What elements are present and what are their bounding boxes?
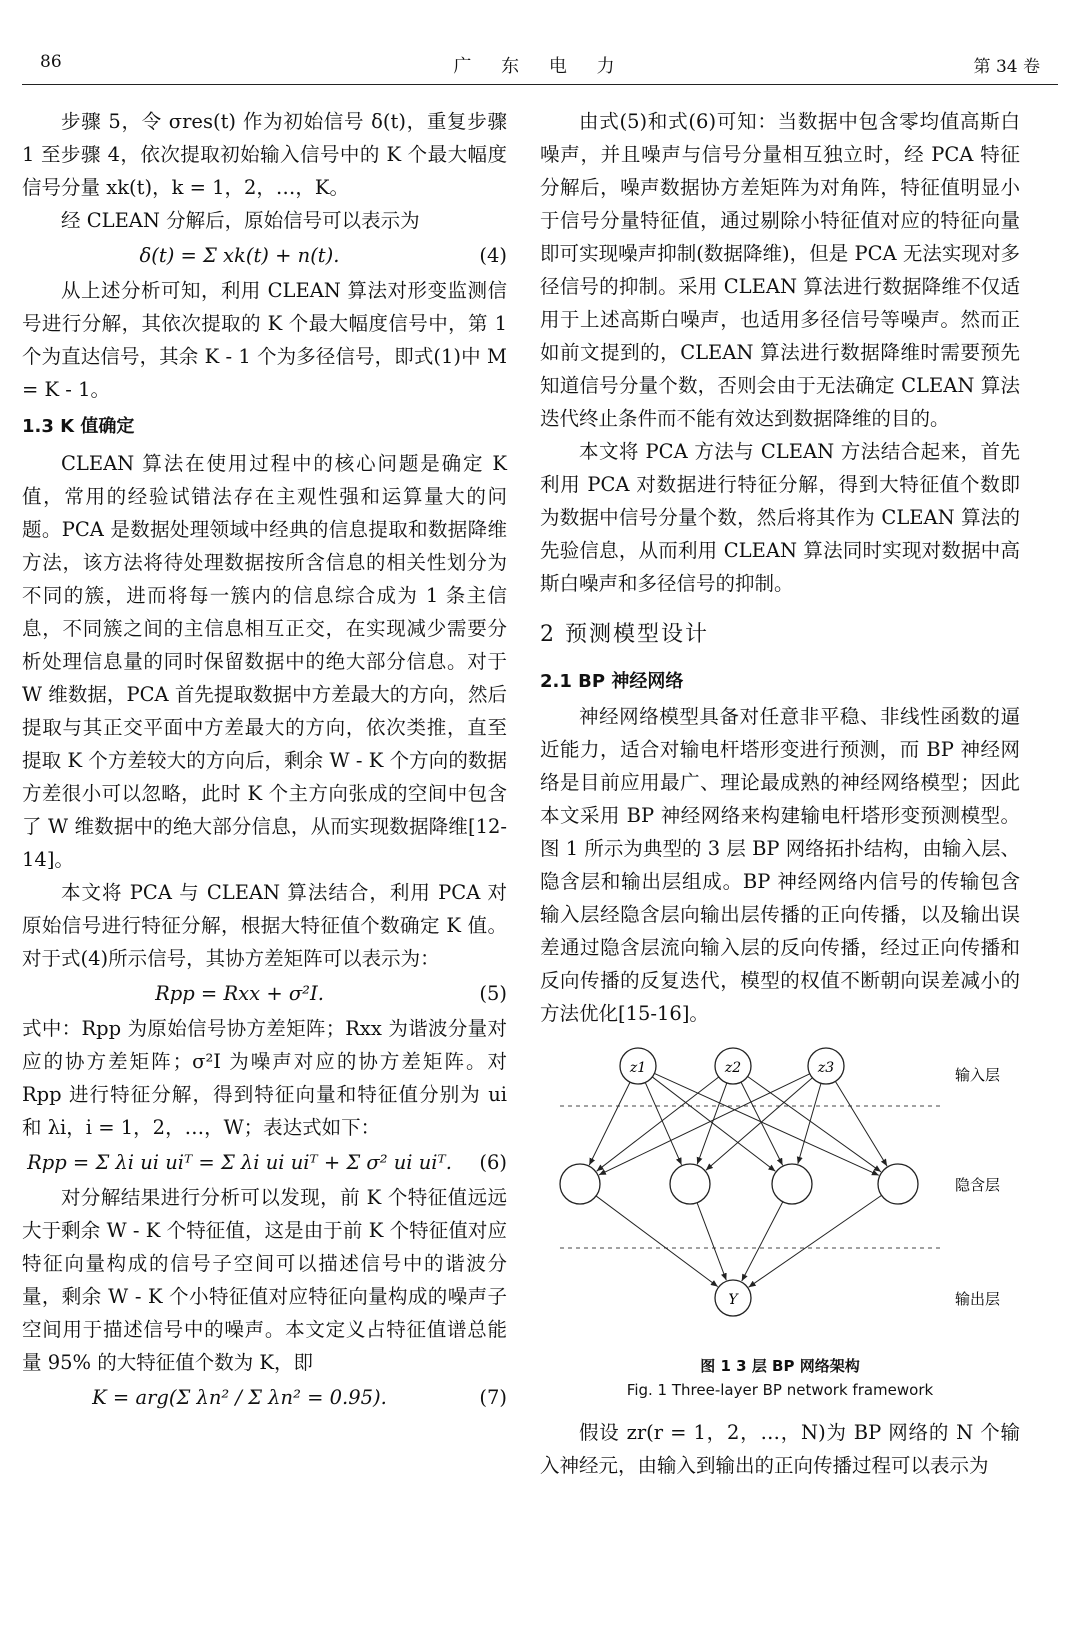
hidden-node xyxy=(670,1164,710,1204)
hidden-node xyxy=(772,1164,812,1204)
section-heading: 2 预测模型设计 xyxy=(540,622,709,647)
input-node xyxy=(620,1048,656,1084)
svg-text:z3: z3 xyxy=(817,1060,835,1076)
input-node xyxy=(715,1048,751,1084)
equation-number: (5) xyxy=(479,982,507,1005)
network-diagram xyxy=(540,1044,1020,1344)
equation-body: Rpp = Rxx + σ²I. xyxy=(155,982,324,1005)
connection-edge xyxy=(599,1074,810,1175)
paragraph: 式中：Rpp 为原始信号协方差矩阵；Rxx 为谐波分量对应的协方差矩阵；σ²I 为噪声对应的协方差矩阵。对 Rpp 进行特征分解，得到特征向量和特征值分别为 ui 和 λi，i = 1，2，…，W；表达式如下： xyxy=(22,1017,507,1139)
layer-label-hidden: 隐含层 xyxy=(955,1176,1001,1194)
svg-text:z2: z2 xyxy=(724,1060,742,1076)
paragraph: 神经网络模型具备对任意非平稳、非线性函数的逼近能力，适合对输电杆塔形变进行预测，而 BP 神经网络是目前应用最广、理论最成熟的神经网络模型；因此本文采用 BP 神经网络来构建输电杆塔形变预测模型。图 1 所示为典型的 3 层 BP 网络拓扑结构，由输入层、隐含层和输出层组成。BP 神经网络内信号的传输包含输入层经隐含层向输出层传播的正向传播，以及输出误差通过隐含层流向输入层的反向传播，经过正向传播和反向传播的反复迭代，模型的权值不断朝向误差减小的方法优化[15-16]。 xyxy=(540,705,1020,1025)
paragraph: 假设 zr(r = 1，2，…，N)为 BP 网络的 N 个输入神经元，由输入到输出的正向传播过程可以表示为 xyxy=(540,1421,1020,1477)
left-column xyxy=(22,105,507,1416)
equation-7 xyxy=(22,1381,507,1414)
equation-number: (4) xyxy=(479,244,507,267)
page-number: 86 xyxy=(40,52,62,72)
section-heading: 1.3 K 值确定 xyxy=(22,416,135,437)
volume-label: 第 34 卷 xyxy=(973,57,1040,77)
equation-4 xyxy=(22,239,507,272)
hidden-node xyxy=(560,1164,600,1204)
svg-text:z1: z1 xyxy=(629,1060,647,1076)
subsection-heading: 2.1 BP 神经网络 xyxy=(540,671,684,692)
figure-caption-en: Fig. 1 Three-layer BP network framework xyxy=(626,1381,934,1399)
connection-edge xyxy=(597,1077,719,1171)
connection-edge xyxy=(654,1073,878,1175)
right-column xyxy=(540,105,1020,1482)
paragraph: CLEAN 算法在使用过程中的核心问题是确定 K 值，常用的经验试错法存在主观性强和运算量大的问题。PCA 是数据处理领域中经典的信息提取和数据降维方法，该方法将待处理数据按所含信息的相关性划分为不同的簇，进而将每一簇内的信息综合成为 1 条主信息，不同簇之间的主信息相互正交，在实现减少需要分析处理信息量的同时保留数据中的绝大部分信息。对于 W 维数据，PCA 首先提取数据中方差最大的方向，然后提取与其正交平面中方差最大的方向，依次类推，直至提取 K 个方差较大的方向后，剩余 W - K 个方向的数据方差很小可以忽略，此时 K 个主方向张成的空间中包含了 W 维数据中的绝大部分信息，从而实现数据降维[12-14]。 xyxy=(22,452,507,871)
layer-label-output: 输出层 xyxy=(955,1290,1001,1308)
equation-6 xyxy=(22,1146,507,1179)
connection-edge xyxy=(835,1081,887,1166)
connection-edge xyxy=(741,1082,783,1165)
output-node xyxy=(715,1280,751,1316)
paragraph: 由式(5)和式(6)可知：当数据中包含零均值高斯白噪声，并且噪声与信号分量相互独立时，经 PCA 特征分解后，噪声数据协方差矩阵为对角阵，特征值明显小于信号分量特征值，通过剔除小特征值对应的特征向量即可实现噪声抑制(数据降维)，但是 PCA 无法实现对多径信号的抑制。采用 CLEAN 算法进行数据降维不仅适用于上述高斯白噪声，也适用多径信号等噪声。然而正如前文提到的，CLEAN 算法进行数据降维时需要预先知道信号分量个数，否则会由于无法确定 CLEAN 算法迭代终止条件而不能有效达到数据降维的目的。 xyxy=(540,110,1020,430)
connection-edge xyxy=(589,1082,630,1165)
connection-edge xyxy=(706,1078,813,1170)
connection-edge xyxy=(749,1195,882,1287)
equation-number: (6) xyxy=(479,1151,507,1174)
paragraph: 本文将 PCA 与 CLEAN 算法结合，利用 PCA 对原始信号进行特征分解，根据大特征值个数确定 K 值。对于式(4)所示信号，其协方差矩阵可以表示为： xyxy=(22,881,507,970)
connection-edge xyxy=(742,1202,783,1281)
equation-5 xyxy=(22,977,507,1010)
connection-edge xyxy=(652,1077,775,1171)
hidden-node xyxy=(878,1164,918,1204)
bp-network-figure xyxy=(540,1044,1020,1344)
journal-name: 广 东 电 力 xyxy=(453,56,627,77)
svg-text:Y: Y xyxy=(728,1292,738,1308)
paragraph: 从上述分析可知，利用 CLEAN 算法对形变监测信号进行分解，其依次提取的 K 个最大幅度信号中，第 1 个为直达信号，其余 K - 1 个为多径信号，即式(1)中 M = K - 1。 xyxy=(22,279,507,401)
paragraph: 对分解结果进行分析可以发现，前 K 个特征值远远大于剩余 W - K 个特征值，这是由于前 K 个特征值对应特征向量构成的信号子空间可以描述信号中的谐波分量，剩余 W - K 个小特征值对应特征向量构成的噪声子空间用于描述信号中的噪声。本文定义占特征值谱总能量 95% 的大特征值个数为 K，即 xyxy=(22,1186,507,1374)
equation-body: δ(t) = Σ xk(t) + n(t). xyxy=(139,244,340,267)
connection-edge xyxy=(798,1083,821,1164)
paragraph: 步骤 5，令 σres(t) 作为初始信号 δ(t)，重复步骤 1 至步骤 4，依次提取初始输入信号中的 K 个最大幅度信号分量 xk(t)，k = 1，2，…，K。 xyxy=(22,110,507,199)
equation-body: K = arg(Σ λn² / Σ λn² = 0.95). xyxy=(92,1386,387,1409)
paragraph: 本文将 PCA 方法与 CLEAN 方法结合起来，首先利用 PCA 对数据进行特征分解，得到大特征值个数即为数据中信号分量个数，然后将其作为 CLEAN 算法的先验信息，从而利用 CLEAN 算法同时实现对数据中高斯白噪声和多径信号的抑制。 xyxy=(540,440,1020,595)
equation-number: (7) xyxy=(479,1386,507,1409)
connection-edge xyxy=(697,1203,726,1281)
figure-caption-cn: 图 1 3 层 BP 网络架构 xyxy=(700,1357,860,1375)
input-node xyxy=(808,1048,844,1084)
paragraph: 经 CLEAN 分解后，原始信号可以表示为 xyxy=(61,209,420,232)
layer-label-input: 输入层 xyxy=(955,1066,1001,1084)
page-header xyxy=(22,48,1058,85)
equation-body: Rpp = Σ λi ui uiᵀ = Σ λi ui uiᵀ + Σ σ² ui uiᵀ. xyxy=(27,1151,452,1174)
